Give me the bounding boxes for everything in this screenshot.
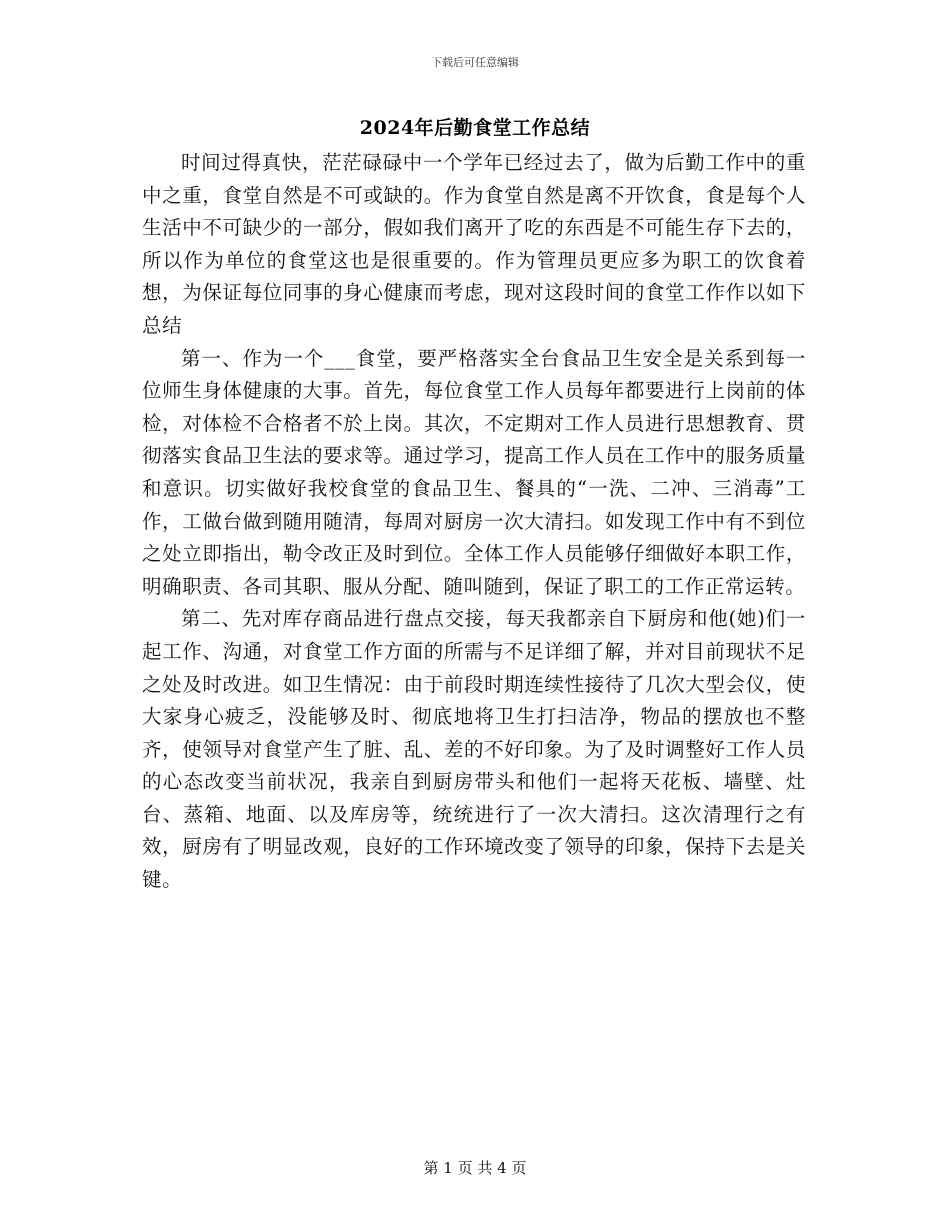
header-note: 下载后可任意编辑: [431, 56, 519, 69]
paragraph-first: 第一、作为一个___食堂，要严格落实全台食品卫生安全是关系到每一位师生身体健康的大事。首先，每位食堂工作人员每年都要进行上岗前的体检，对体检不合格者不於上岗。其次，不定期对工作人员进行思想教育、贯彻落实食品卫生法的要求等。通过学习，提高工作人员在工作中的服务质量和意识。切实做好我校食堂的食品卫生、餐具的“一洗、二冲、三消毒”工作，工做台做到随用随清，每周对厨房一次大清扫。如发现工作中有不到位之处立即指出，勒令改正及时到位。全体工作人员能够仔细做好本职工作，明确职责、各司其职、服从分配、随叫随到，保证了职工的工作正常运转。: [142, 346, 806, 598]
document-body: [142, 147, 806, 897]
paragraph-intro: 时间过得真快，茫茫碌碌中一个学年已经过去了，做为后勤工作中的重中之重，食堂自然是不可或缺的。作为食堂自然是离不开饮食，食是每个人生活中不可缺少的一部分，假如我们离开了吃的东西是不可能生存下去的，所以作为单位的食堂这也是很重要的。作为管理员更应多为职工的饮食着想，为保证每位同事的身心健康而考虑，现对这段时间的食堂工作作以如下总结: [142, 151, 806, 337]
document-title: 2024年后勤食堂工作总结: [359, 117, 591, 139]
paragraph-second: 第二、先对库存商品进行盘点交接，每天我都亲自下厨房和他(她)们一起工作、沟通，对食堂工作方面的所需与不足详细了解，并对目前现状不足之处及时改进。如卫生情况：由于前段时期连续性接待了几次大型会仪，使大家身心疲乏，没能够及时、彻底地将卫生打扫洁净，物品的摆放也不整齐，使领导对食堂产生了脏、乱、差的不好印象。为了及时调整好工作人员的心态改变当前状况，我亲自到厨房带头和他们一起将天花板、墙壁、灶台、蒸箱、地面、以及库房等，统统进行了一次大清扫。这次清理行之有效，厨房有了明显改观，良好的工作环境改变了领导的印象，保持下去是关键。: [142, 607, 806, 892]
page-number: 第 1 页 共 4 页: [423, 1159, 527, 1177]
